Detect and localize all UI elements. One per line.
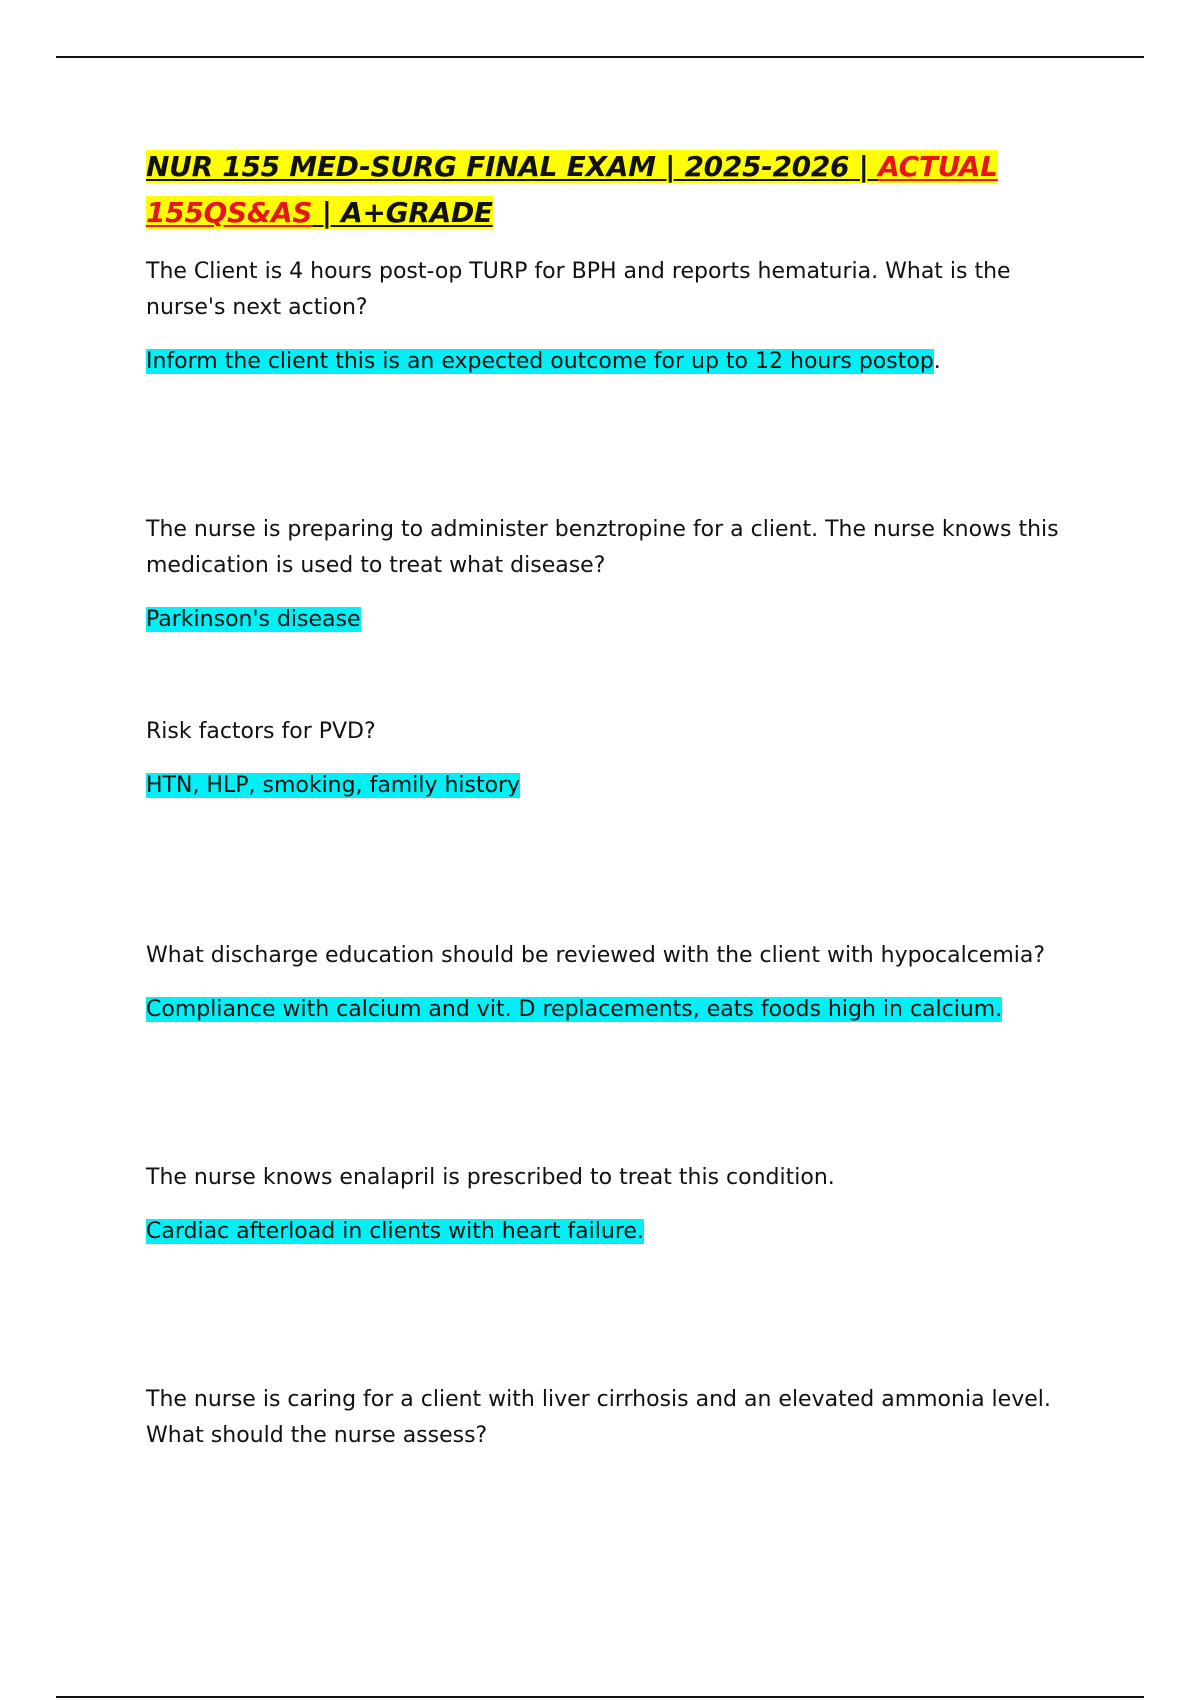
answer-1 — [146, 346, 941, 378]
bottom-rule — [56, 1696, 1144, 1698]
answer-5-highlight: Cardiac afterload in clients with heart failure. — [146, 1219, 644, 1244]
title-part-course: NUR 155 MED-SURG FINAL EXAM | 2025-2026 | — [146, 150, 879, 183]
answer-2 — [146, 604, 361, 636]
document-title — [146, 144, 1046, 236]
question-5: The nurse knows enalapril is prescribed to treat this condition. — [146, 1165, 835, 1190]
question-4: What discharge education should be reviewed with the client with hypocalcemia? — [146, 943, 1046, 968]
question-2: The nurse is preparing to administer benztropine for a client. The nurse knows this medication is used to treat what disease? — [146, 517, 1059, 578]
top-rule — [56, 56, 1144, 58]
answer-3-highlight: HTN, HLP, smoking, family history — [146, 773, 521, 798]
title-part-grade: | A+GRADE — [312, 196, 493, 229]
question-3: Risk factors for PVD? — [146, 719, 376, 744]
answer-2-highlight: Parkinson's disease — [146, 607, 361, 632]
answer-3 — [146, 770, 520, 802]
question-1: The Client is 4 hours post-op TURP for BPH and reports hematuria. What is the nurse's next action? — [146, 259, 1011, 320]
answer-1-trailing: . — [933, 349, 941, 374]
answer-5 — [146, 1216, 644, 1248]
question-6: The nurse is caring for a client with liver cirrhosis and an elevated ammonia level. What should the nurse assess? — [146, 1387, 1051, 1448]
title-part-actual: ACTUAL 155QS&AS — [146, 150, 998, 229]
answer-1-highlight: Inform the client this is an expected outcome for up to 12 hours postop — [146, 349, 934, 374]
answer-4 — [146, 994, 1002, 1026]
answer-4-highlight: Compliance with calcium and vit. D replacements, eats foods high in calcium. — [146, 997, 1003, 1022]
